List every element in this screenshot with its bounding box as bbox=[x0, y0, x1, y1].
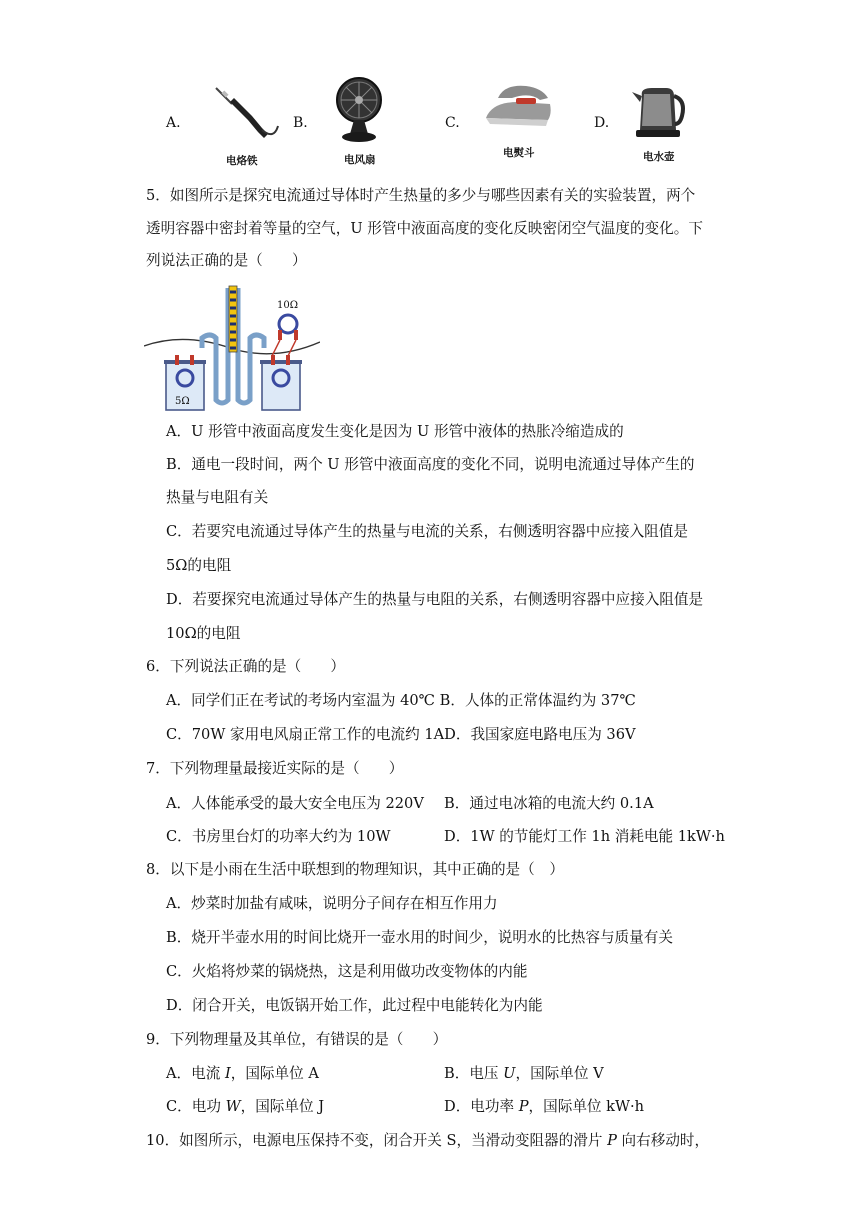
q5-stem-line-1: 5．如图所示是探究电流通过导体时产生热量的多少与哪些因素有关的实验装置，两个 bbox=[146, 187, 696, 204]
q6-options-line-1: A．同学们正在考试的考场内室温为 40℃ B．人体的正常体温约为 37℃ bbox=[166, 692, 636, 709]
q5-option-a: A．U 形管中液面高度发生变化是因为 U 形管中液体的热胀冷缩造成的 bbox=[166, 423, 624, 440]
q4-option-d-caption: 电水壶 bbox=[643, 151, 675, 163]
q4-option-d-letter: D. bbox=[594, 115, 610, 131]
q5-stem-line-2: 透明容器中密封着等量的空气，U 形管中液面高度的变化反映密闭空气温度的变化。下 bbox=[146, 220, 703, 237]
q8-option-c: C．火焰将炒菜的锅烧热，这是利用做功改变物体的内能 bbox=[166, 963, 528, 980]
q9-option-a: A．电流 I，国际单位 A bbox=[166, 1065, 319, 1082]
q4-option-b-letter: B. bbox=[293, 115, 308, 131]
q9-option-c: C．电功 W，国际单位 J bbox=[166, 1098, 325, 1115]
q8-option-a: A．炒菜时加盐有咸味，说明分子间存在相互作用力 bbox=[166, 895, 498, 912]
electric-iron-icon bbox=[482, 80, 554, 132]
q9-option-d: D．电功率 P，国际单位 kW·h bbox=[444, 1098, 645, 1115]
q4-option-a-caption: 电烙铁 bbox=[226, 155, 258, 167]
q5-option-b-line-1: B．通电一段时间，两个 U 形管中液面高度的变化不同，说明电流通过导体产生的 bbox=[166, 456, 695, 473]
q5-label-5ohm: 5Ω bbox=[175, 396, 190, 407]
q9-option-b: B．电压 U，国际单位 V bbox=[444, 1065, 604, 1082]
q5-option-c-line-2: 5Ω的电阻 bbox=[166, 557, 232, 574]
q6-options-line-2: C．70W 家用电风扇正常工作的电流约 1AD．我国家庭电路电压为 36V bbox=[166, 726, 636, 743]
q4-option-b-caption: 电风扇 bbox=[344, 154, 376, 166]
q4-option-a-letter: A. bbox=[166, 115, 181, 131]
q5-label-10ohm: 10Ω bbox=[277, 300, 299, 311]
q5-option-c-line-1: C．若要究电流通过导体产生的热量与电流的关系，右侧透明容器中应接入阻值是 bbox=[166, 523, 688, 540]
q4-option-c-caption: 电熨斗 bbox=[503, 147, 535, 159]
q7-option-b: B．通过电冰箱的电流大约 0.1A bbox=[444, 795, 654, 812]
q5-option-b-line-2: 热量与电阻有关 bbox=[166, 489, 269, 506]
q8-option-d: D．闭合开关，电饭锅开始工作，此过程中电能转化为内能 bbox=[166, 997, 543, 1014]
q5-stem-line-3: 列说法正确的是（ ） bbox=[146, 252, 307, 269]
q8-option-b: B．烧开半壶水用的时间比烧开一壶水用的时间少，说明水的比热容与质量有关 bbox=[166, 929, 673, 946]
q6-stem: 6．下列说法正确的是（ ） bbox=[146, 658, 346, 675]
q5-right-u-tube bbox=[238, 288, 264, 403]
q7-option-d: D．1W 的节能灯工作 1h 消耗电能 1kW·h bbox=[444, 828, 725, 845]
q7-option-a: A．人体能承受的最大安全电压为 220V bbox=[166, 795, 424, 812]
q7-stem: 7．下列物理量最接近实际的是（ ） bbox=[146, 760, 404, 777]
q5-scale-ruler bbox=[229, 286, 237, 352]
q5-option-d-line-2: 10Ω的电阻 bbox=[166, 625, 241, 642]
electric-kettle-icon bbox=[630, 82, 688, 140]
q5-joule-heating-apparatus bbox=[144, 282, 320, 414]
q7-option-c: C．书房里台灯的功率大约为 10W bbox=[166, 828, 391, 845]
q4-option-c-letter: C. bbox=[445, 115, 460, 131]
soldering-iron-icon bbox=[208, 82, 280, 144]
q8-stem: 8．以下是小雨在生活中联想到的物理知识，其中正确的是（ ） bbox=[146, 861, 564, 878]
q5-option-d-line-1: D．若要探究电流通过导体产生的热量与电阻的关系，右侧透明容器中应接入阻值是 bbox=[166, 591, 704, 608]
q9-stem: 9．下列物理量及其单位，有错误的是（ ） bbox=[146, 1031, 448, 1048]
q10-stem: 10．如图所示，电源电压保持不变，闭合开关 S，当滑动变阻器的滑片 P 向右移动时， bbox=[146, 1132, 710, 1149]
electric-fan-icon bbox=[334, 74, 384, 146]
